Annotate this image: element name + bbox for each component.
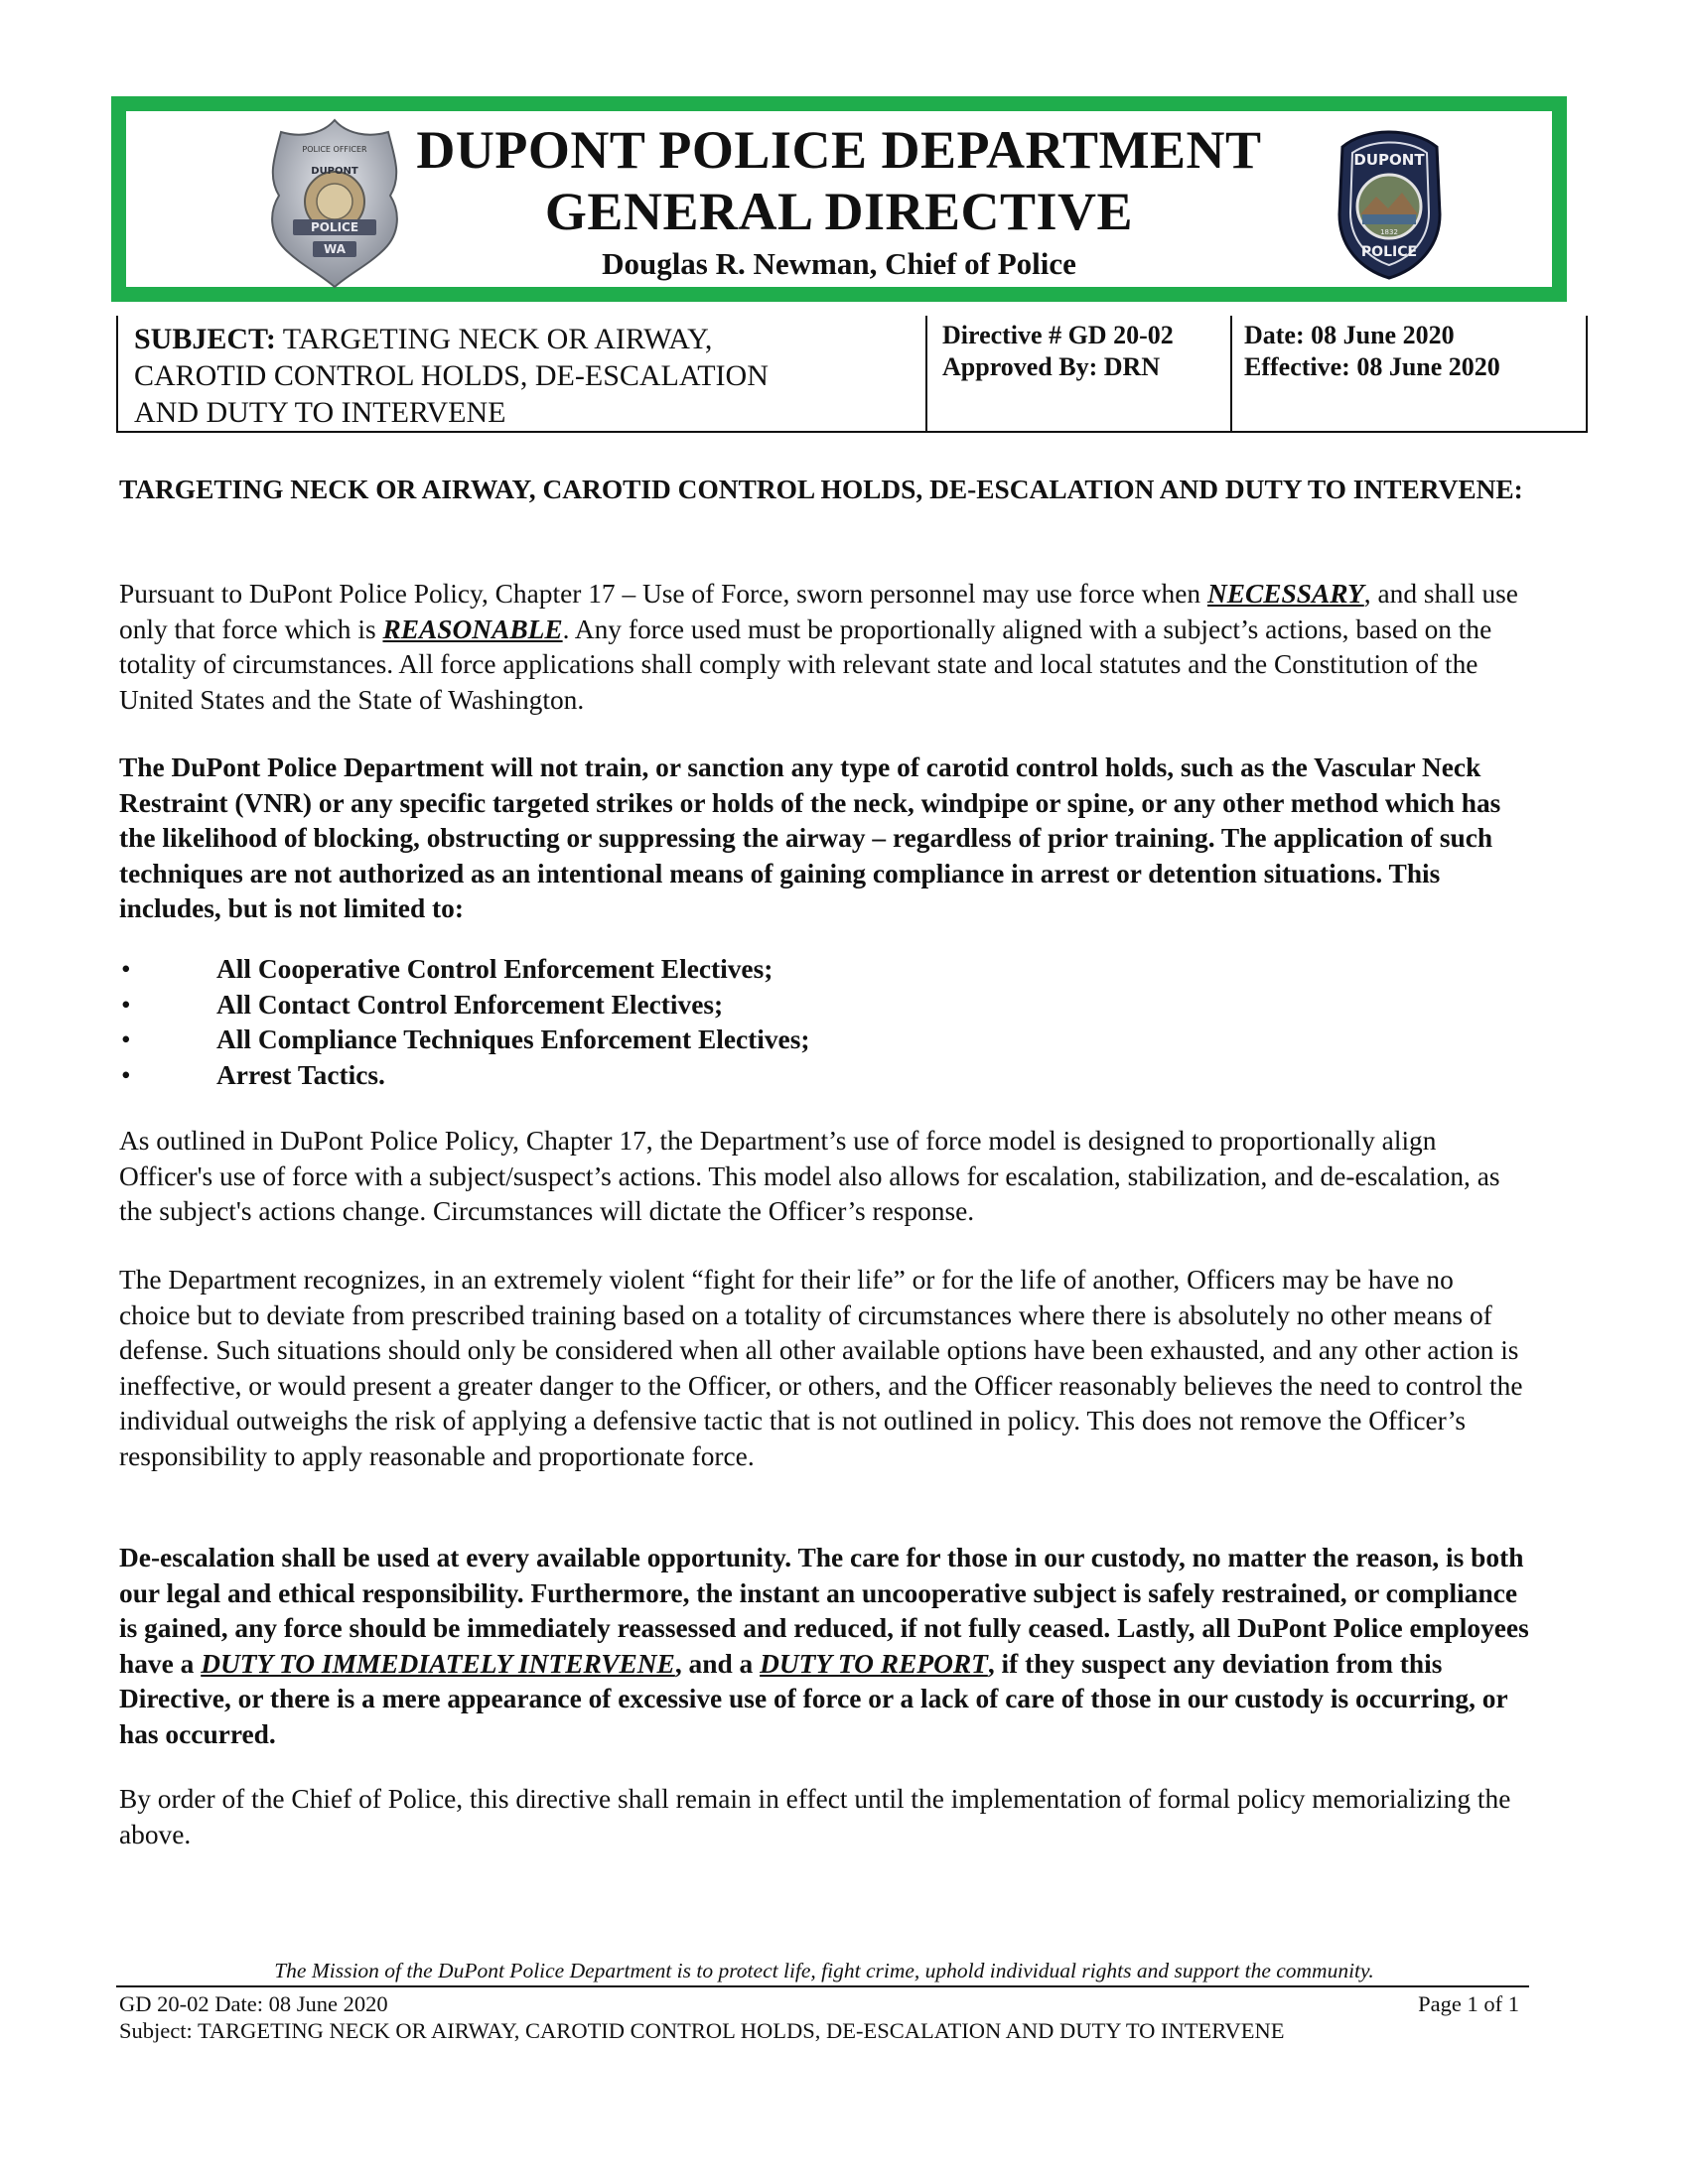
paragraph-force-necessity: Pursuant to DuPont Police Policy, Chapter 17 – Use of Force, sworn personnel may use force when NECESSARY, and shall use only that force which is REASONABLE. Any force used must be proportionally aligned with a subject’s actions, based on the totality of circumstances. All force applications shall comply with relevant state and local statutes and the Constitution of the United States and the State of Washington. xyxy=(119,579,1518,715)
badge-top-text: POLICE OFFICER xyxy=(302,145,367,154)
footer-reference-line xyxy=(119,1990,1529,2017)
subject-label: SUBJECT: xyxy=(134,323,276,355)
badge-rank-text: POLICE xyxy=(310,220,359,234)
footer-subject: Subject: TARGETING NECK OR AIRWAY, CAROTID CONTROL HOLDS, DE-ESCALATION AND DUTY TO INTERVENE xyxy=(119,2018,1285,2043)
duty-to-report-emphasis: DUTY TO REPORT xyxy=(760,1648,988,1679)
duty-to-intervene-emphasis: DUTY TO IMMEDIATELY INTERVENE xyxy=(201,1648,675,1679)
bullet-0: • xyxy=(121,954,131,984)
patch-top-text: DUPONT xyxy=(1353,151,1425,169)
approved-by: Approved By: DRN xyxy=(942,352,1161,381)
mission-statement: The Mission of the DuPont Police Department is to protect life, fight crime, uphold individual rights and support the community. xyxy=(274,1959,1374,1982)
subject-line-1: TARGETING NECK OR AIRWAY, xyxy=(275,323,713,355)
list-item: • All Cooperative Control Enforcement Electives; xyxy=(119,952,1410,988)
badge-state-text: WA xyxy=(324,242,346,256)
footer-divider xyxy=(116,1985,1529,1987)
directive-number: Directive # GD 20-02 xyxy=(942,321,1174,349)
patch-year-text: 1832 xyxy=(1380,228,1398,236)
page-number: Page 1 of 1 xyxy=(1418,1991,1519,2016)
subject-line-3: AND DUTY TO INTERVENE xyxy=(134,396,506,429)
effective-date: Effective: 08 June 2020 xyxy=(1244,352,1500,381)
chief-name: Douglas R. Newman, Chief of Police xyxy=(602,246,1076,281)
section-heading: TARGETING NECK OR AIRWAY, CAROTID CONTROL HOLDS, DE-ESCALATION AND DUTY TO INTERVENE: xyxy=(119,475,1523,504)
necessary-emphasis: NECESSARY xyxy=(1206,579,1364,609)
issue-date: Date: 08 June 2020 xyxy=(1244,321,1455,349)
list-item: • Arrest Tactics. xyxy=(119,1058,1410,1094)
directive-info-table xyxy=(116,316,1588,433)
prohibited-techniques-list xyxy=(119,952,1410,1093)
subject-line-2: CAROTID CONTROL HOLDS, DE-ESCALATION xyxy=(134,359,769,392)
bullet-3: • xyxy=(121,1059,131,1090)
department-title: DUPONT POLICE DEPARTMENT xyxy=(416,120,1262,180)
badge-city-text: DUPONT xyxy=(311,166,358,177)
paragraph-carotid-prohibition: The DuPont Police Department will not train, or sanction any type of carotid control holds, such as the Vascular Neck Restraint (VNR) or any specific targeted strikes or holds of the neck, windpipe or spine, or any other method which has the likelihood of blocking, obstructing or suppressing the airway – regardless of prior training. The application of such techniques are not authorized as an intentional means of gaining compliance in arrest or detention situations. This includes, but is not limited to: xyxy=(119,752,1501,923)
subject-cell xyxy=(118,316,927,431)
paragraph-de-escalation: De-escalation shall be used at every available opportunity. The care for those in our custody, no matter the reason, is both our legal and ethical responsibility. Furthermore, the instant an uncooperative subject is safely restrained, or compliance is gained, any force should be immediately reassessed and reduced, if not fully ceased. Lastly, all DuPont Police employees have a DUTY TO IMMEDIATELY INTERVENE, and a DUTY TO REPORT, if they suspect any deviation from this Directive, or there is a mere appearance of excessive use of force or a lack of care of those in our custody is occurring, or has occurred. xyxy=(119,1543,1529,1749)
paragraph-force-model: As outlined in DuPont Police Policy, Chapter 17, the Department’s use of force model is designed to proportionally align Officer's use of force with a subject/suspect’s actions. This model also allows for escalation, stabilization, and de-escalation, as the subject's actions change. Circumstances will dictate the Officer’s response. xyxy=(119,1126,1500,1226)
bullet-2: • xyxy=(121,1024,131,1054)
directive-title: GENERAL DIRECTIVE xyxy=(544,182,1134,241)
bullet-1: • xyxy=(121,989,131,1020)
paragraph-order: By order of the Chief of Police, this directive shall remain in effect until the implementation of formal policy memorializing the above. xyxy=(119,1784,1511,1849)
footer-reference: GD 20-02 Date: 08 June 2020 xyxy=(119,1991,388,2016)
directive-cell xyxy=(927,316,1232,431)
paragraph-deviation: The Department recognizes, in an extremely violent “fight for their life” or for the life of another, Officers may be have no choice but to deviate from prescribed training based on a totality of circumstances where there is absolutely no other means of defense. Such situations should only be considered when all other available options have been exhausted, and any other action is ineffective, or would present a greater danger to the Officer, or others, and the Officer reasonably believes the need to control the individual outweighs the risk of applying a defensive tactic that is not outlined in policy. This does not remove the Officer’s responsibility to apply reasonable and proportionate force. xyxy=(119,1265,1523,1471)
date-cell xyxy=(1232,316,1586,431)
list-item: • All Contact Control Enforcement Electives; xyxy=(119,988,1410,1024)
police-patch-logo xyxy=(1333,123,1447,287)
reasonable-emphasis: REASONABLE xyxy=(382,614,563,644)
letterhead xyxy=(111,96,1567,302)
list-item: • All Compliance Techniques Enforcement Electives; xyxy=(119,1023,1410,1058)
patch-bottom-text: POLICE xyxy=(1360,244,1418,260)
